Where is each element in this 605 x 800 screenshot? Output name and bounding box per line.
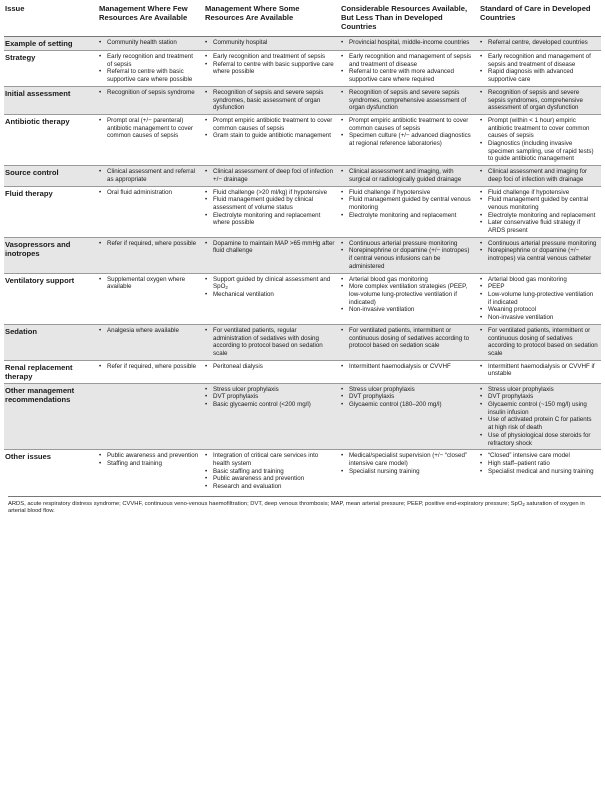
bullet-list <box>99 39 199 47</box>
table-row <box>4 360 601 383</box>
bullet-item: • Early recognition and treatment of sepsis <box>205 53 335 61</box>
row-issue-label: Other issues <box>5 452 52 462</box>
cell-developed-countries <box>477 450 601 493</box>
bullet-list <box>205 168 335 183</box>
cell-considerable-resources <box>338 360 477 383</box>
table-footnote: ARDS, acute respiratory distress syndrome; CVVHF, continuous veno-venous haemofiltration; DVT, deep venous thrombosis; MAP, mean arterial pressure; PEEP, positive end-expiratory pressure; SpO$_2$ saturation of oxygen in arterial blood flow. <box>8 496 601 516</box>
header-some-resources: Management Where Some Resources Are Available <box>202 3 338 37</box>
bullet-item: • Peritoneal dialysis <box>205 363 335 371</box>
bullet-list <box>480 452 598 475</box>
bullet-list <box>341 168 474 183</box>
bullet-item: • Provincial hospital, middle-income countries <box>341 39 474 47</box>
bullet-item: • Referral centre, developed countries <box>480 39 598 47</box>
bullet-item: • Prompt empiric antibiotic treatment to cover common causes of sepsis <box>205 117 335 132</box>
bullet-item: • Refer if required, where possible <box>99 240 199 248</box>
bullet-item: • Clinical assessment of deep foci of infection +/− drainage <box>205 168 335 183</box>
bullet-list <box>341 117 474 148</box>
cell-some-resources <box>202 237 338 273</box>
cell-developed-countries <box>477 86 601 114</box>
bullet-item: • More complex ventilation strategies (PEEP, low-volume lung-protective ventilation if indicated) <box>341 283 474 306</box>
bullet-list <box>205 452 335 491</box>
table-row <box>4 237 601 273</box>
bullet-list <box>341 39 474 47</box>
bullet-list <box>480 327 598 358</box>
bullet-item: • Arterial blood gas monitoring <box>480 276 598 284</box>
cell-few-resources <box>96 86 202 114</box>
cell-considerable-resources <box>338 237 477 273</box>
row-issue-label: Vasopressors and inotropes <box>5 239 71 258</box>
bullet-item: • Recognition of sepsis syndrome <box>99 89 199 97</box>
cell-few-resources <box>96 114 202 165</box>
cell-developed-countries <box>477 324 601 360</box>
bullet-item: • Early recognition and treatment of sepsis <box>99 53 199 68</box>
bullet-item: • Recognition of sepsis and severe sepsis syndromes, comprehensive assessment of organ dysfunction <box>341 89 474 112</box>
cell-some-resources <box>202 186 338 237</box>
bullet-list <box>341 327 474 350</box>
bullet-item: • Analgesia where available <box>99 327 199 335</box>
bullet-item: • Weaning protocol <box>480 306 598 314</box>
bullet-list <box>205 363 335 371</box>
row-issue-label: Other management recommendations <box>5 385 75 404</box>
row-issue-label: Sedation <box>5 326 38 336</box>
bullet-item: • Low-volume lung-protective ventilation if indicated <box>480 291 598 306</box>
cell-developed-countries <box>477 273 601 324</box>
bullet-item: • Prompt empiric antibiotic treatment to cover common causes of sepsis <box>341 117 474 132</box>
cell-developed-countries <box>477 186 601 237</box>
table-row <box>4 37 601 51</box>
bullet-item: • Specialist medical and nursing training <box>480 468 598 476</box>
bullet-item: • Norepinephrine or dopamine (+/− inotropes) via central venous catheter <box>480 247 598 262</box>
bullet-item: • Public awareness and prevention <box>99 452 199 460</box>
bullet-item: • Arterial blood gas monitoring <box>341 276 474 284</box>
bullet-item: • Intermittent haemodialysis or CVVHF <box>341 363 474 371</box>
header-considerable-resources: Considerable Resources Available, But Less Than in Developed Countries <box>338 3 477 37</box>
bullet-item: • DVT prophylaxis <box>480 393 598 401</box>
bullet-item: • Norepinephrine or dopamine (+/− inotropes) if central venous infusions can be administered <box>341 247 474 270</box>
bullet-item: • Prompt (within < 1 hour) empiric antibiotic treatment to cover common causes of sepsis <box>480 117 598 140</box>
cell-some-resources <box>202 360 338 383</box>
bullet-list <box>480 189 598 235</box>
bullet-item: • Medical/specialist supervision (+/− “closed” intensive care model) <box>341 452 474 467</box>
bullet-item: • Early recognition and management of sepsis and treatment of disease <box>341 53 474 68</box>
bullet-item: • PEEP <box>480 283 598 291</box>
cell-some-resources <box>202 166 338 186</box>
bullet-item: • Refer if required, where possible <box>99 363 199 371</box>
cell-few-resources <box>96 166 202 186</box>
cell-some-resources <box>202 114 338 165</box>
cell-few-resources <box>96 273 202 324</box>
bullet-item: • Oral fluid administration <box>99 189 199 197</box>
bullet-list <box>341 276 474 315</box>
bullet-item: • Community health station <box>99 39 199 47</box>
bullet-item: • Stress ulcer prophylaxis <box>205 386 335 394</box>
bullet-item: • For ventilated patients, intermittent or continuous dosing of sedatives according to protocol based on sedation scale <box>341 327 474 350</box>
row-issue-label: Renal replacement therapy <box>5 362 73 381</box>
bullet-item: • Recognition of sepsis and severe sepsis syndromes, comprehensive assessment of organ dysfunction <box>480 89 598 112</box>
bullet-list <box>341 89 474 112</box>
bullet-item: • Fluid management guided by clinical assessment of volume status <box>205 196 335 211</box>
bullet-item: • Gram stain to guide antibiotic management <box>205 132 335 140</box>
bullet-list <box>480 386 598 448</box>
bullet-list <box>205 89 335 112</box>
bullet-item: • Early recognition and management of sepsis and treatment of disease <box>480 53 598 68</box>
bullet-item: • Supplemental oxygen where available <box>99 276 199 291</box>
cell-considerable-resources <box>338 186 477 237</box>
table-row <box>4 114 601 165</box>
bullet-item: • Electrolyte monitoring and replacement where possible <box>205 212 335 227</box>
bullet-list <box>341 240 474 271</box>
row-issue-label: Antibiotic therapy <box>5 116 70 126</box>
table-row <box>4 324 601 360</box>
cell-considerable-resources <box>338 450 477 493</box>
bullet-item: • Use of physiological dose steroids for refractory shock <box>480 432 598 447</box>
bullet-item: • Prompt oral (+/− parenteral) antibiotic management to cover common causes of sepsis <box>99 117 199 140</box>
cell-some-resources <box>202 273 338 324</box>
bullet-list <box>480 240 598 263</box>
cell-few-resources <box>96 51 202 87</box>
bullet-list <box>205 276 335 299</box>
table-row <box>4 186 601 237</box>
bullet-list <box>480 168 598 183</box>
table-header-row <box>4 3 601 37</box>
cell-few-resources <box>96 186 202 237</box>
cell-developed-countries <box>477 383 601 450</box>
bullet-item: • Recognition of sepsis and severe sepsis syndromes, basic assessment of organ dysfunction <box>205 89 335 112</box>
bullet-list <box>205 39 335 47</box>
cell-developed-countries <box>477 51 601 87</box>
bullet-list <box>99 53 199 84</box>
table-row <box>4 273 601 324</box>
bullet-item: • Clinical assessment and imaging for deep foci of infection with drainage <box>480 168 598 183</box>
cell-few-resources <box>96 450 202 493</box>
bullet-list <box>205 240 335 255</box>
cell-developed-countries <box>477 114 601 165</box>
bullet-item: • Specimen culture (+/− advanced diagnostics at regional reference laboratories) <box>341 132 474 147</box>
bullet-item: • Later conservative fluid strategy if ARDS present <box>480 219 598 234</box>
bullet-item: • Continuous arterial pressure monitoring <box>341 240 474 248</box>
cell-few-resources <box>96 360 202 383</box>
bullet-item: • Community hospital <box>205 39 335 47</box>
table-row <box>4 450 601 493</box>
bullet-list <box>99 276 199 291</box>
cell-developed-countries <box>477 237 601 273</box>
bullet-item: • Stress ulcer prophylaxis <box>341 386 474 394</box>
bullet-item: • Staffing and training <box>99 460 199 468</box>
header-few-resources: Management Where Few Resources Are Available <box>96 3 202 37</box>
row-issue-label: Fluid therapy <box>5 188 53 198</box>
bullet-item: • Mechanical ventilation <box>205 291 335 299</box>
header-issue: Issue <box>4 3 96 37</box>
cell-developed-countries <box>477 360 601 383</box>
bullet-item: • Electrolyte monitoring and replacement <box>480 212 598 220</box>
bullet-list <box>480 53 598 84</box>
bullet-item: • Specialist nursing training <box>341 468 474 476</box>
bullet-list <box>341 363 474 371</box>
table-body <box>4 37 601 493</box>
table-row <box>4 86 601 114</box>
bullet-list <box>99 452 199 467</box>
bullet-item: • Basic glycaemic control (<200 mg/l) <box>205 401 335 409</box>
cell-considerable-resources <box>338 166 477 186</box>
bullet-item: • “Closed” intensive care model <box>480 452 598 460</box>
bullet-item: • Fluid management guided by central venous monitoring <box>341 196 474 211</box>
bullet-list <box>99 189 199 197</box>
bullet-list <box>99 363 199 371</box>
bullet-list <box>341 53 474 84</box>
bullet-item: • Use of activated protein C for patients at high risk of death <box>480 416 598 431</box>
table-row <box>4 166 601 186</box>
cell-some-resources <box>202 37 338 51</box>
header-developed-countries: Standard of Care in Developed Countries <box>477 3 601 37</box>
cell-considerable-resources <box>338 51 477 87</box>
bullet-list <box>480 363 598 378</box>
bullet-item: • Support guided by clinical assessment and SpO$_2$ <box>205 276 335 291</box>
bullet-item: • Continuous arterial pressure monitoring <box>480 240 598 248</box>
bullet-list <box>480 89 598 112</box>
row-issue-label: Initial assessment <box>5 88 71 98</box>
cell-considerable-resources <box>338 273 477 324</box>
bullet-item: • For ventilated patients, regular administration of sedatives with dosing according to protocol based on sedation scale <box>205 327 335 358</box>
cell-few-resources <box>96 383 202 450</box>
bullet-item: • Referral to centre with basic supportive care where possible <box>99 68 199 83</box>
bullet-list <box>205 327 335 358</box>
cell-some-resources <box>202 51 338 87</box>
bullet-item: • Rapid diagnosis with advanced supportive care <box>480 68 598 83</box>
bullet-item: • Fluid challenge (>20 ml/kg) if hypotensive <box>205 189 335 197</box>
bullet-list <box>99 240 199 248</box>
bullet-list <box>341 386 474 409</box>
bullet-list <box>99 89 199 97</box>
bullet-list <box>99 168 199 183</box>
bullet-item: • Clinical assessment and imaging, with surgical or radiologically guided drainage <box>341 168 474 183</box>
cell-considerable-resources <box>338 114 477 165</box>
cell-some-resources <box>202 324 338 360</box>
bullet-list <box>99 327 199 335</box>
cell-considerable-resources <box>338 324 477 360</box>
bullet-item: • Fluid management guided by central venous monitoring <box>480 196 598 211</box>
bullet-item: • Non-invasive ventilation <box>480 314 598 322</box>
cell-some-resources <box>202 383 338 450</box>
cell-few-resources <box>96 324 202 360</box>
bullet-item: • Integration of critical care services into health system <box>205 452 335 467</box>
bullet-list <box>480 39 598 47</box>
bullet-item: • Dopamine to maintain MAP >65 mmHg after fluid challenge <box>205 240 335 255</box>
bullet-item: • Research and evaluation <box>205 483 335 491</box>
row-issue-label: Source control <box>5 168 59 178</box>
bullet-item: • Non-invasive ventilation <box>341 306 474 314</box>
bullet-item: • For ventilated patients, intermittent or continuous dosing of sedatives according to protocol based on sedation scale <box>480 327 598 358</box>
cell-developed-countries <box>477 166 601 186</box>
bullet-item: • High staff–patient ratio <box>480 460 598 468</box>
cell-some-resources <box>202 86 338 114</box>
bullet-item: • Glycaemic control (~150 mg/l) using insulin infusion <box>480 401 598 416</box>
row-issue-label: Ventilatory support <box>5 275 75 285</box>
bullet-item: • DVT prophylaxis <box>205 393 335 401</box>
bullet-item: • Fluid challenge if hypotensive <box>341 189 474 197</box>
cell-developed-countries <box>477 37 601 51</box>
cell-few-resources <box>96 37 202 51</box>
cell-considerable-resources <box>338 37 477 51</box>
bullet-item: • Intermittent haemodialysis or CVVHF if unstable <box>480 363 598 378</box>
bullet-list <box>341 452 474 475</box>
bullet-list <box>480 276 598 322</box>
bullet-item: • Referral to centre with basic supportive care where possible <box>205 61 335 76</box>
cell-few-resources <box>96 237 202 273</box>
bullet-list <box>205 386 335 409</box>
cell-some-resources <box>202 450 338 493</box>
bullet-item: • Basic staffing and training <box>205 468 335 476</box>
bullet-list <box>205 189 335 228</box>
bullet-item: • Diagnostics (including invasive specimen sampling, use of rapid tests) to guide antibiotic management <box>480 140 598 163</box>
bullet-item: • DVT prophylaxis <box>341 393 474 401</box>
bullet-list <box>205 53 335 76</box>
row-issue-label: Example of setting <box>5 39 73 48</box>
bullet-item: • Glycaemic control (180–200 mg/l) <box>341 401 474 409</box>
bullet-item: • Public awareness and prevention <box>205 475 335 483</box>
bullet-list <box>341 189 474 220</box>
bullet-item: • Referral to centre with more advanced supportive care where required <box>341 68 474 83</box>
table-row <box>4 51 601 87</box>
bullet-item: • Fluid challenge if hypotensive <box>480 189 598 197</box>
bullet-item: • Clinical assessment and referral as appropriate <box>99 168 199 183</box>
cell-considerable-resources <box>338 383 477 450</box>
bullet-list <box>99 117 199 140</box>
sepsis-management-table <box>4 3 601 493</box>
bullet-item: • Stress ulcer prophylaxis <box>480 386 598 394</box>
table-row <box>4 383 601 450</box>
bullet-item: • Electrolyte monitoring and replacement <box>341 212 474 220</box>
bullet-list <box>480 117 598 163</box>
row-issue-label: Strategy <box>5 53 36 62</box>
bullet-list <box>205 117 335 140</box>
cell-considerable-resources <box>338 86 477 114</box>
